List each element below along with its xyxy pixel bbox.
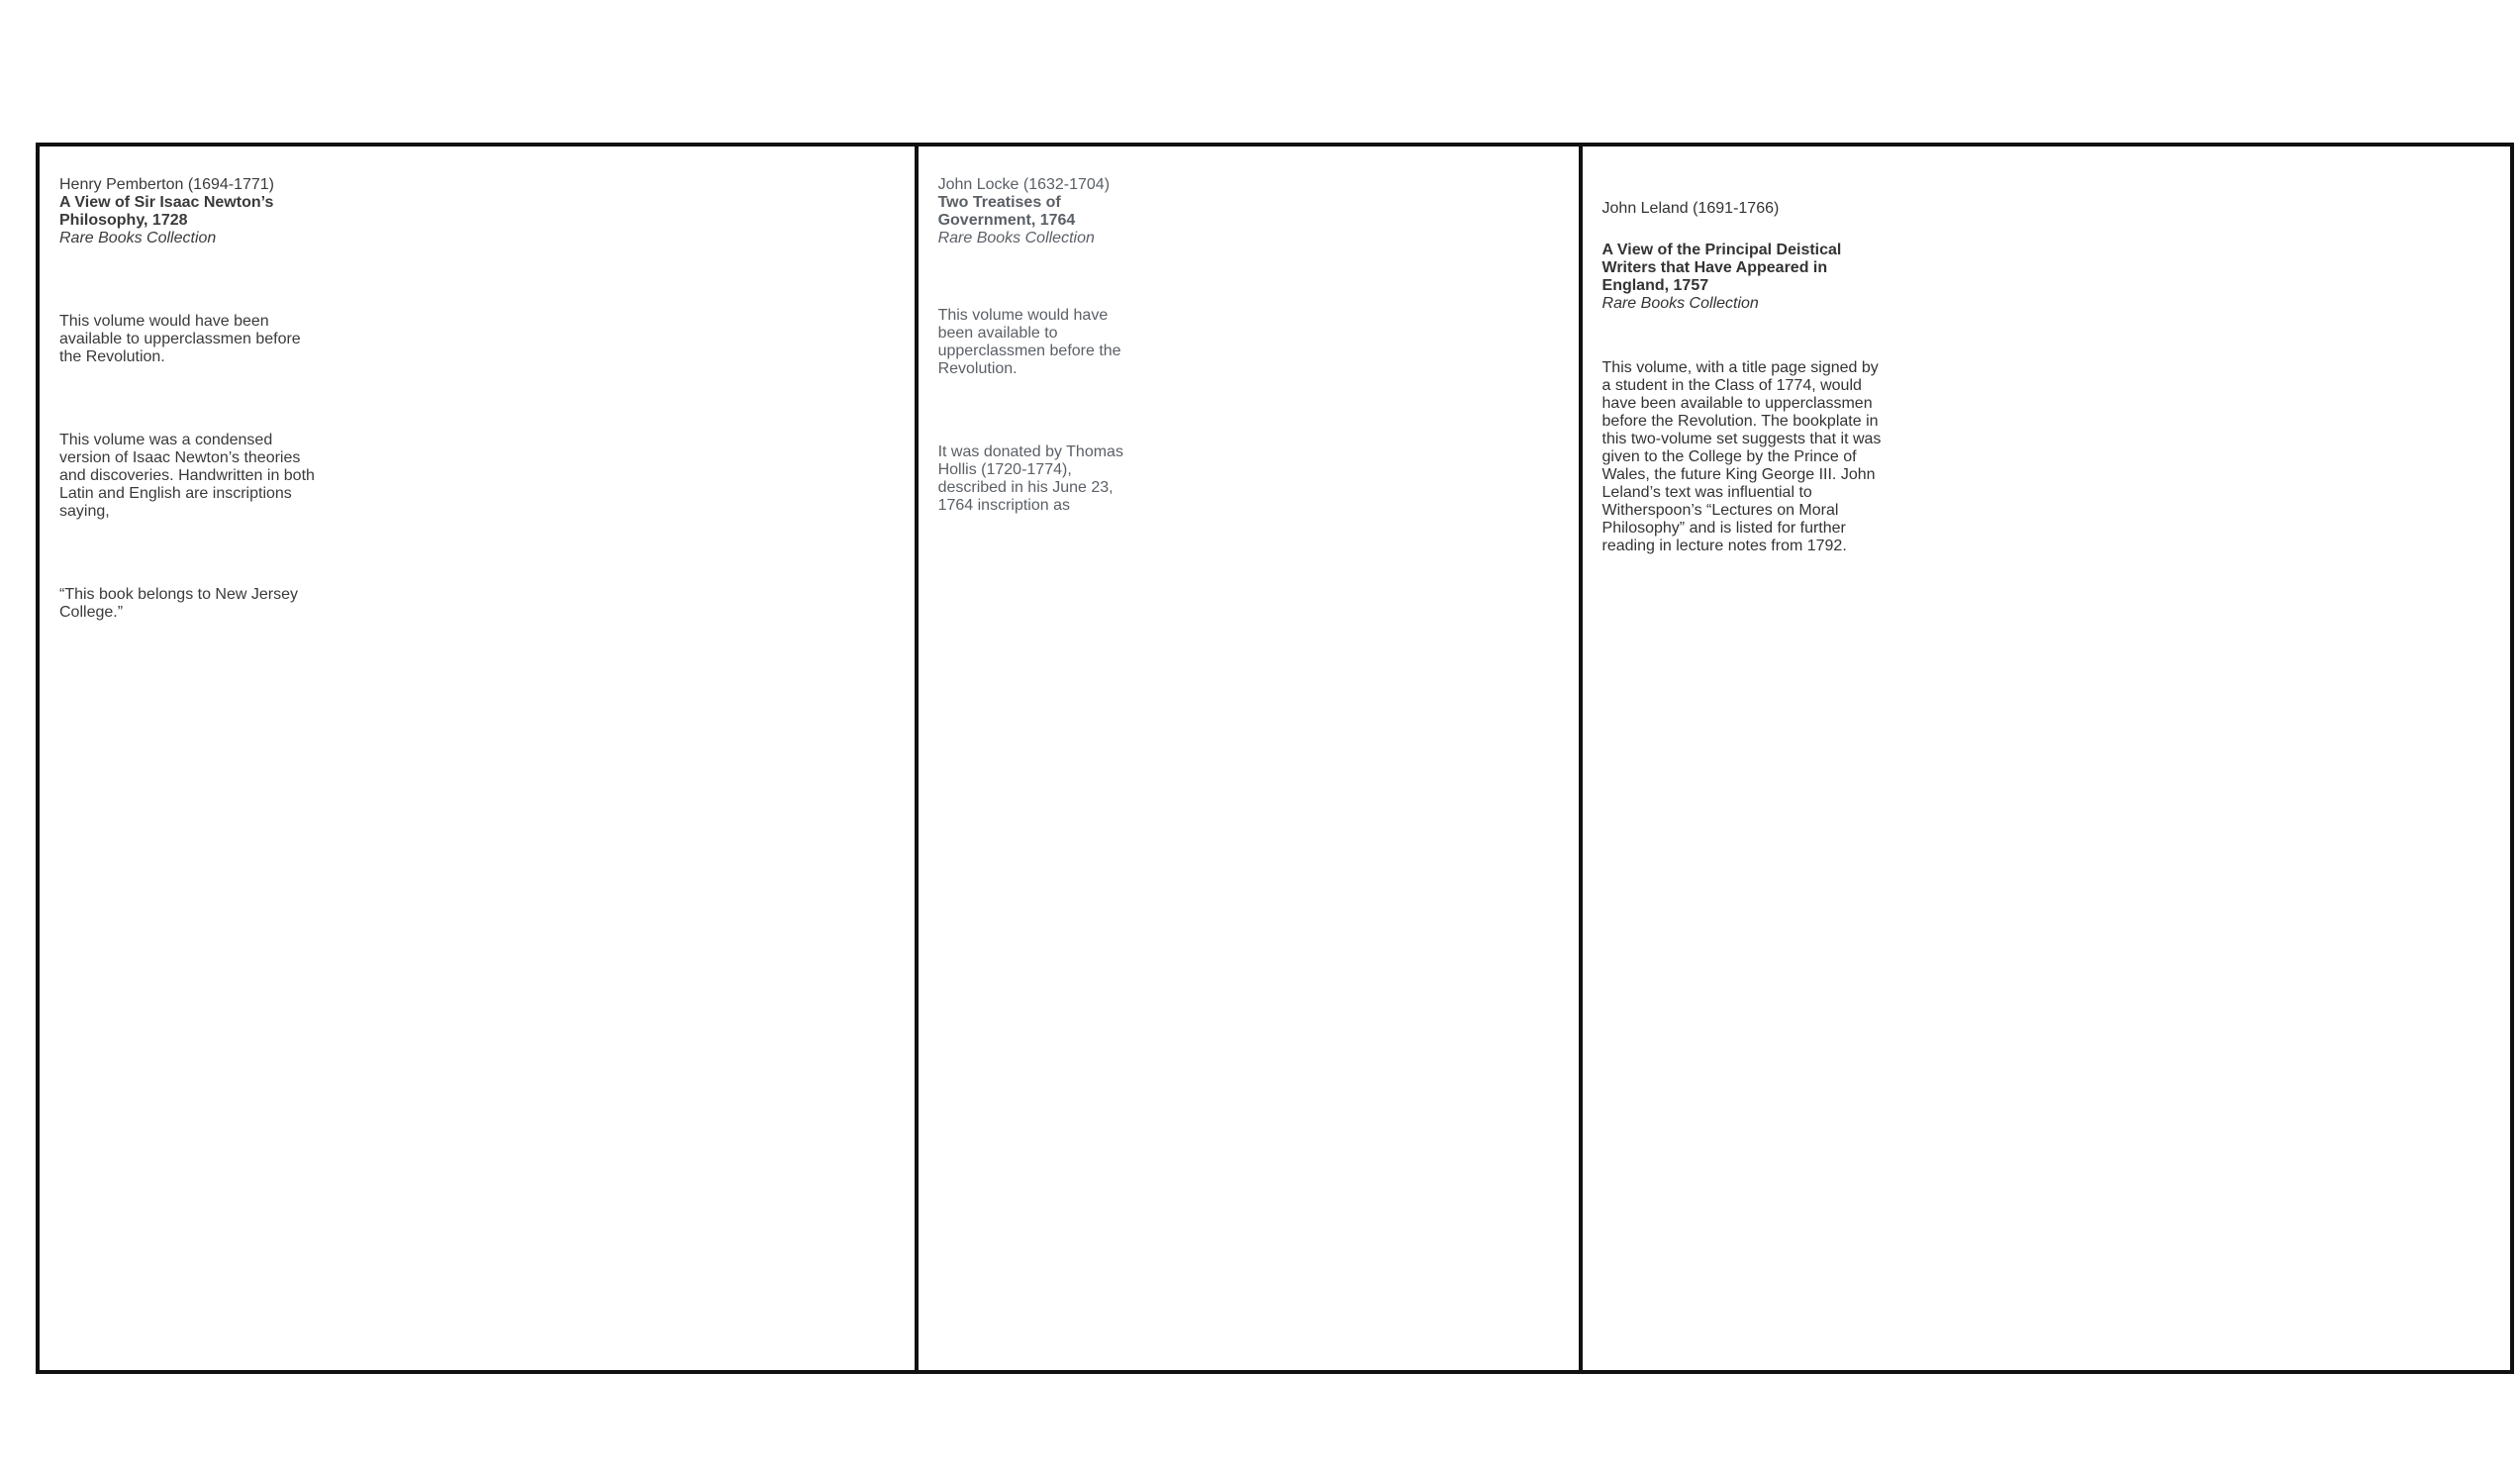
paragraph-line: given to the College by the Prince of — [1601, 448, 1857, 465]
paragraph-line: described in his June 23, — [937, 479, 1114, 496]
entry-title-line: Government, 1764 — [937, 212, 1076, 229]
entry-title-line: Writers that Have Appeared in — [1601, 259, 1828, 276]
paragraph-line: a student in the Class of 1774, would — [1601, 377, 1862, 394]
paragraph-line: before the Revolution. The bookplate in — [1601, 413, 1879, 430]
paragraph-line: Witherspoon’s “Lectures on Moral — [1601, 502, 1839, 519]
paragraph-line: Wales, the future King George III. John — [1601, 466, 1876, 483]
paragraph-line: been available to — [937, 325, 1058, 342]
entry-title-line: Philosophy, 1728 — [59, 212, 188, 229]
entry-title-line: A View of Sir Isaac Newton’s — [59, 194, 274, 211]
rare-books-table — [36, 143, 2514, 1374]
entry-collection: Rare Books Collection — [1601, 295, 1759, 312]
paragraph-line: 1764 inscription as — [937, 497, 1070, 514]
paragraph-line: reading in lecture notes from 1792. — [1601, 538, 1847, 554]
entry-collection: Rare Books Collection — [937, 230, 1095, 246]
entry-paragraph — [59, 432, 893, 521]
paragraph-line: Leland’s text was influential to — [1601, 484, 1812, 501]
paragraph-line: version of Isaac Newton’s theories — [59, 449, 301, 466]
paragraph-line: It was donated by Thomas — [937, 443, 1123, 460]
entry-pemberton — [40, 147, 915, 1370]
entry-paragraph — [938, 443, 1557, 515]
spacer — [1602, 313, 2488, 359]
paragraph-line: Philosophy” and is listed for further — [1601, 520, 1846, 537]
entry-author: Henry Pemberton (1694-1771) — [59, 176, 275, 193]
entry-locke — [915, 147, 1579, 1370]
entry-author: John Leland (1691-1766) — [1601, 200, 1780, 217]
entry-title-line: Two Treatises of — [937, 194, 1061, 211]
paragraph-line: College.” — [59, 604, 124, 621]
entry-paragraph — [938, 307, 1557, 378]
spacer — [938, 247, 1557, 307]
paragraph-line: available to upperclassmen before — [59, 331, 301, 347]
entry-paragraph — [59, 313, 893, 366]
paragraph-line: This volume would have — [937, 307, 1109, 324]
entry-title — [938, 194, 1557, 230]
spacer — [938, 378, 1557, 443]
paragraph-line: saying, — [59, 503, 110, 520]
spacer — [59, 247, 893, 313]
spacer — [59, 366, 893, 432]
paragraph-line: have been available to upperclassmen — [1601, 395, 1873, 412]
entry-collection: Rare Books Collection — [59, 230, 217, 246]
paragraph-line: Revolution. — [937, 360, 1018, 377]
paragraph-line: and discoveries. Handwritten in both — [59, 467, 315, 484]
paragraph-line: Hollis (1720-1774), — [937, 461, 1072, 478]
paragraph-line: This volume was a condensed — [59, 432, 273, 448]
entry-paragraph — [1602, 359, 2488, 555]
entry-quote — [59, 586, 893, 622]
entry-title — [59, 194, 893, 230]
paragraph-line: This volume would have been — [59, 313, 269, 330]
paragraph-line: Latin and English are inscriptions — [59, 485, 292, 502]
paragraph-line: this two-volume set suggests that it was — [1601, 431, 1882, 447]
entry-leland — [1579, 147, 2510, 1370]
entry-author: John Locke (1632-1704) — [937, 176, 1111, 193]
paragraph-line: the Revolution. — [59, 348, 165, 365]
spacer — [59, 521, 893, 586]
entry-title-line: A View of the Principal Deistical — [1601, 242, 1842, 258]
paragraph-line: upperclassmen before the — [937, 343, 1121, 359]
paragraph-line: “This book belongs to New Jersey — [59, 586, 298, 603]
entry-title-line: England, 1757 — [1601, 277, 1709, 294]
entry-title — [1602, 242, 2488, 295]
paragraph-line: This volume, with a title page signed by — [1601, 359, 1879, 376]
